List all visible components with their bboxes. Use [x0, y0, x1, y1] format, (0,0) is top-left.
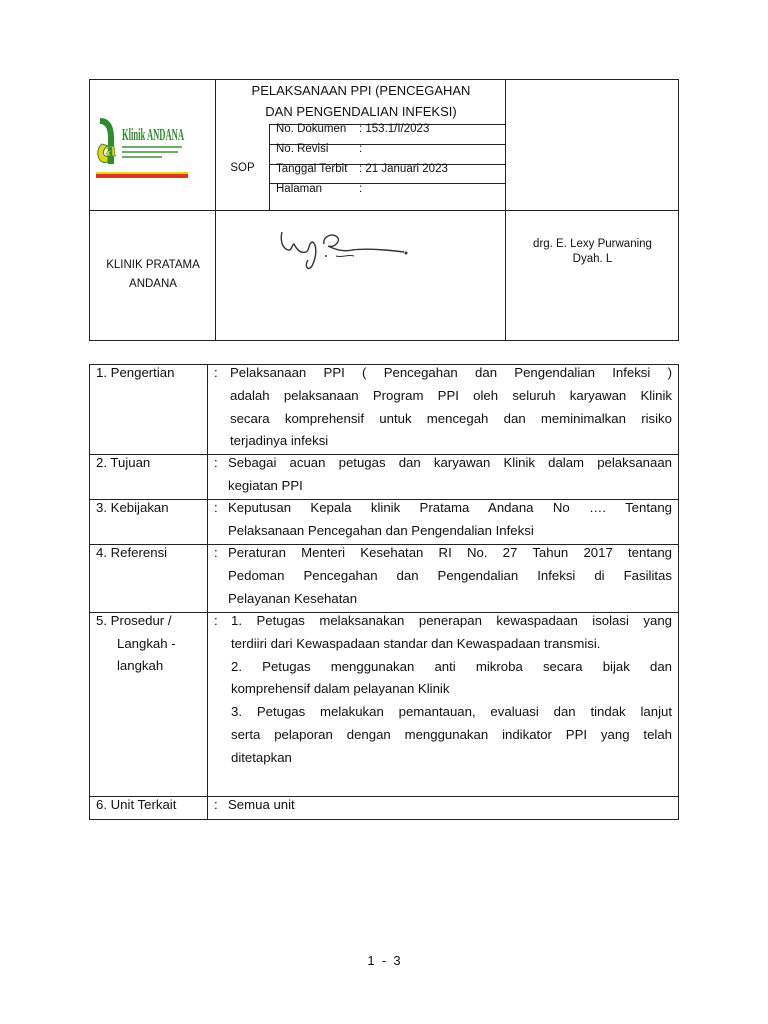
- row-label-tujuan: 2. Tujuan: [96, 455, 151, 470]
- clinic-name-line-1: KLINIK PRATAMA: [106, 259, 200, 271]
- table-column-divider: [207, 364, 208, 820]
- doc-number-value: : 153.1/I/2023: [359, 123, 430, 135]
- content-line: Pedoman Pencegahan dan Pengendalian Infeksi di Fasilitas: [228, 567, 672, 583]
- content-line: serta pelaporan dengan menggunakan indikator PPI yang telah: [231, 726, 672, 742]
- label-line: 5. Prosedur /: [96, 613, 172, 628]
- content-line: ditetapkan: [231, 749, 292, 765]
- label-line: langkah: [117, 658, 164, 673]
- row-content-kebijakan: [228, 497, 672, 543]
- row-colon: :: [214, 365, 218, 380]
- sop-label: SOP: [230, 162, 255, 174]
- row-colon: :: [214, 545, 218, 560]
- content-line: Pelaksanaan PPI ( Pencegahan dan Pengendalian Infeksi ): [230, 365, 672, 380]
- signer-name-line-1: drg. E. Lexy Purwaning: [533, 238, 652, 250]
- row-colon: :: [214, 613, 218, 628]
- svg-text:a: a: [106, 139, 116, 161]
- signer-name: [506, 237, 679, 267]
- issue-date-value: : 21 Januari 2023: [359, 163, 448, 175]
- header-divider: [89, 210, 679, 211]
- row-colon: :: [214, 500, 218, 515]
- page-value: :: [359, 183, 363, 195]
- row-content-unit-terkait: [228, 794, 672, 817]
- signer-name-line-2: Dyah. L: [572, 253, 613, 265]
- content-line: Peraturan Menteri Kesehatan RI No. 27 Tahun 2017 tentang: [228, 545, 672, 560]
- content-line: 2. Petugas menggunakan anti mikroba secara bijak dan: [231, 658, 672, 674]
- row-content-prosedur: [231, 610, 672, 770]
- svg-text:Klinik ANDANA: Klinik ANDANA: [122, 125, 185, 144]
- clinic-name-line-2: ANDANA: [129, 278, 177, 290]
- signature-image: [278, 226, 428, 276]
- page-number: 1 - 3: [367, 953, 401, 968]
- clinic-logo: [96, 116, 190, 180]
- issue-date-label: Tanggal Terbit: [276, 163, 348, 175]
- row-content-referensi: [228, 542, 672, 610]
- row-colon: :: [214, 797, 218, 812]
- row-content-tujuan: [228, 452, 672, 498]
- row-label-unit-terkait: 6. Unit Terkait: [96, 797, 177, 812]
- content-line: terjadinya infeksi: [230, 433, 329, 449]
- content-line: terdiiri dari Kewaspadaan standar dan Kewaspadaan transmisi.: [231, 635, 601, 651]
- title-line-2: DAN PENGENDALIAN INFEKSI): [265, 104, 457, 119]
- label-line: Langkah -: [117, 635, 176, 651]
- row-label-prosedur: [96, 610, 176, 678]
- row-label-pengertian: 1. Pengertian: [96, 365, 175, 380]
- revision-label: No. Revisi: [276, 143, 329, 155]
- row-label-kebijakan: 3. Kebijakan: [96, 500, 169, 515]
- title-line-1: PELAKSANAAN PPI (PENCEGAHAN: [251, 83, 471, 98]
- row-content-pengertian: [230, 362, 672, 453]
- document-title: [216, 79, 506, 122]
- row-label-referensi: 4. Referensi: [96, 545, 168, 560]
- content-line: secara komprehensif untuk mencegah dan meminimalkan risiko: [230, 410, 672, 426]
- doc-number-label: No. Dokumen: [276, 123, 347, 135]
- content-line: Pelaksanaan Pencegahan dan Pengendalian Infeksi: [228, 522, 534, 538]
- clinic-name: [90, 256, 216, 294]
- revision-value: :: [359, 143, 363, 155]
- content-line: komprehensif dalam pelayanan Klinik: [231, 681, 450, 697]
- content-line: Sebagai acuan petugas dan karyawan Klinik dalam pelaksanaan: [228, 455, 672, 470]
- row-colon: :: [214, 455, 218, 470]
- content-line: Pelayanan Kesehatan: [228, 590, 358, 606]
- content-line: Semua unit: [228, 797, 295, 812]
- content-line: kegiatan PPI: [228, 477, 303, 493]
- content-line: 1. Petugas melaksanakan penerapan kewaspadaan isolasi yang: [231, 613, 672, 628]
- page-label: Halaman: [276, 183, 323, 195]
- header-divider: [269, 124, 270, 211]
- content-line: 3. Petugas melakukan pemantauan, evaluasi dan tindak lanjut: [231, 704, 672, 720]
- content-line: Keputusan Kepala klinik Pratama Andana No …. Tentang: [228, 500, 672, 515]
- content-line: adalah pelaksanaan Program PPI oleh seluruh karyawan Klinik: [230, 387, 672, 403]
